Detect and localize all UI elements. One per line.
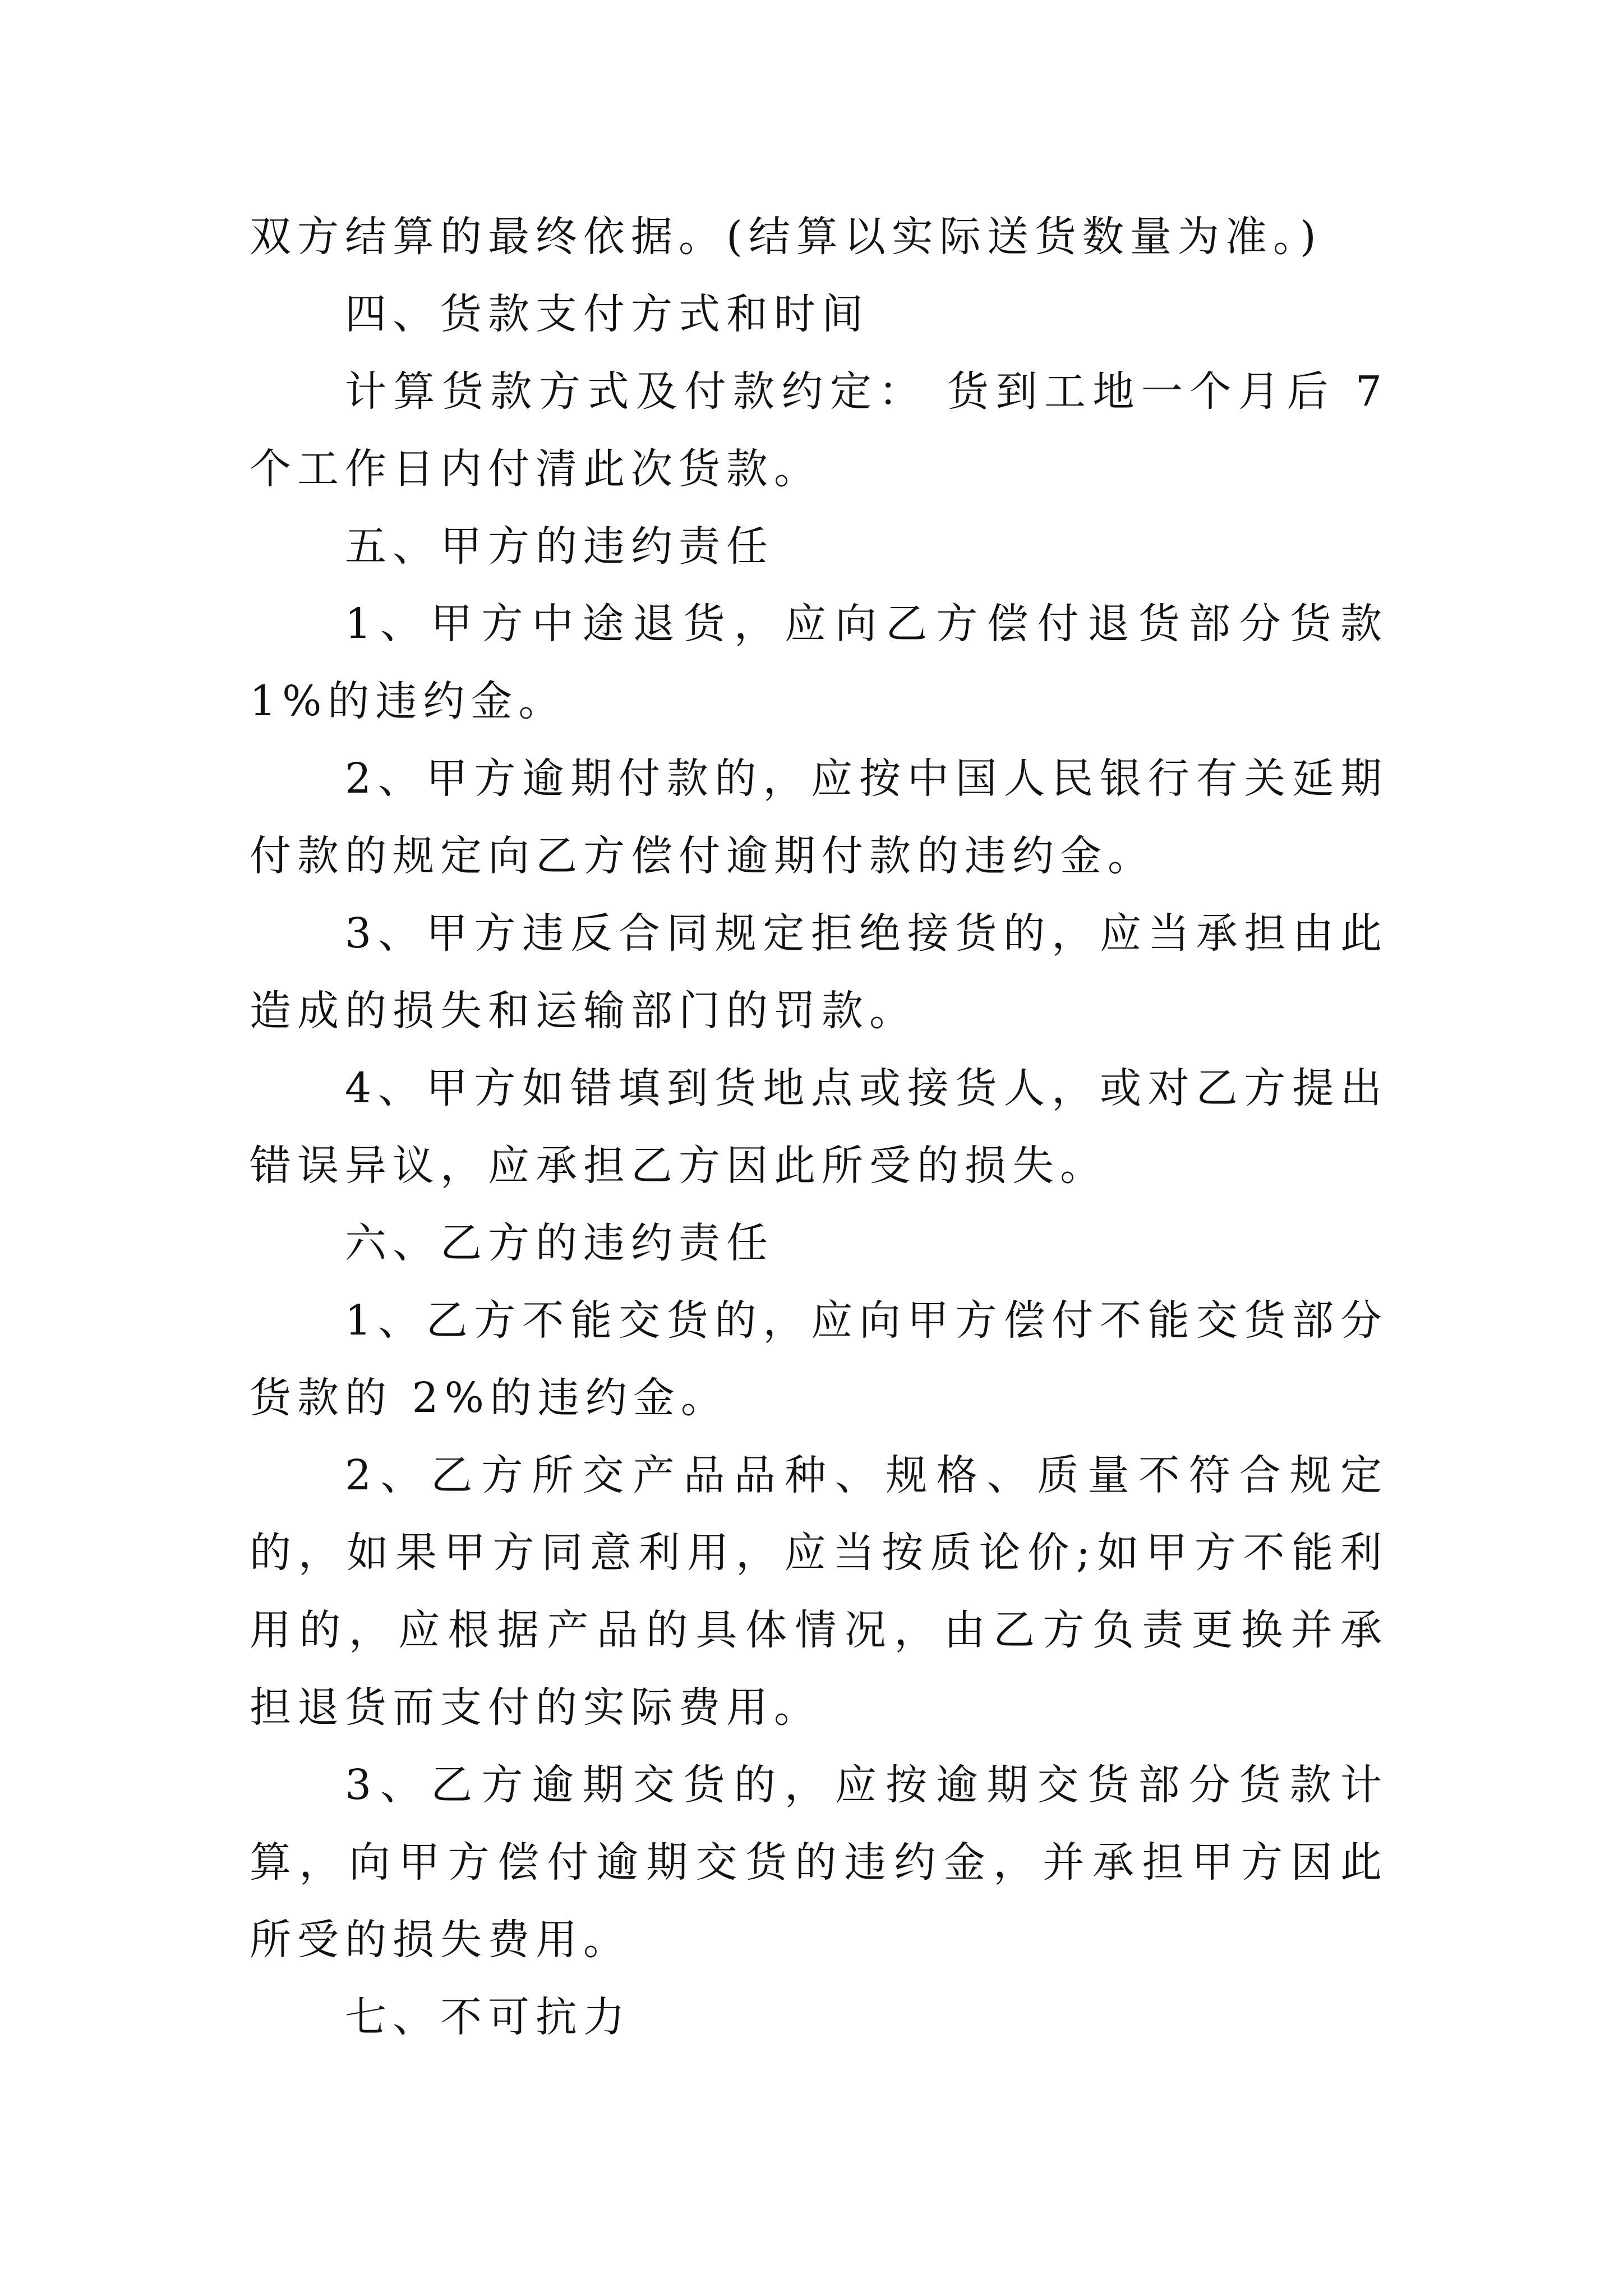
paragraph-party-a-clause-1: 1、甲方中途退货，应向乙方偿付退货部分货款 1%的违约金。 [250, 600, 1388, 725]
paragraph-payment-terms: 计算货款方式及付款约定： 货到工地一个月后 7 个工作日内付清此次货款。 [250, 367, 1388, 493]
paragraph-party-b-clause-3: 3、乙方逾期交货的，应按逾期交货部分货款计算，向甲方偿付逾期交货的违约金，并承担甲方因此所受的损失费用。 [250, 1761, 1388, 1964]
paragraph-party-a-clause-3: 3、甲方违反合同规定拒绝接货的，应当承担由此造成的损失和运输部门的罚款。 [250, 909, 1388, 1035]
paragraph-party-b-clause-1: 1、乙方不能交货的，应向甲方偿付不能交货部分货款的 2%的违约金。 [250, 1296, 1388, 1422]
paragraph-party-a-clause-4: 4、甲方如错填到货地点或接货人，或对乙方提出错误异议，应承担乙方因此所受的损失。 [250, 1064, 1388, 1190]
heading-payment-method: 四、货款支付方式和时间 [345, 290, 869, 338]
paragraph-party-a-clause-2: 2、甲方逾期付款的，应按中国人民银行有关延期付款的规定向乙方偿付逾期付款的违约金。 [250, 754, 1388, 880]
heading-party-b-liability: 六、乙方的违约责任 [345, 1219, 774, 1267]
document-body [250, 198, 1388, 2056]
heading-force-majeure: 七、不可抗力 [345, 1993, 631, 2041]
paragraph-party-b-clause-2: 2、乙方所交产品品种、规格、质量不符合规定的，如果甲方同意利用，应当按质论价;如甲方不能利用的，应根据产品的具体情况，由乙方负责更换并承担退货而支付的实际费用。 [250, 1451, 1388, 1732]
paragraph-settlement-basis: 双方结算的最终依据。(结算以实际送货数量为准。) [250, 213, 1322, 261]
heading-party-a-liability: 五、甲方的违约责任 [345, 522, 774, 570]
